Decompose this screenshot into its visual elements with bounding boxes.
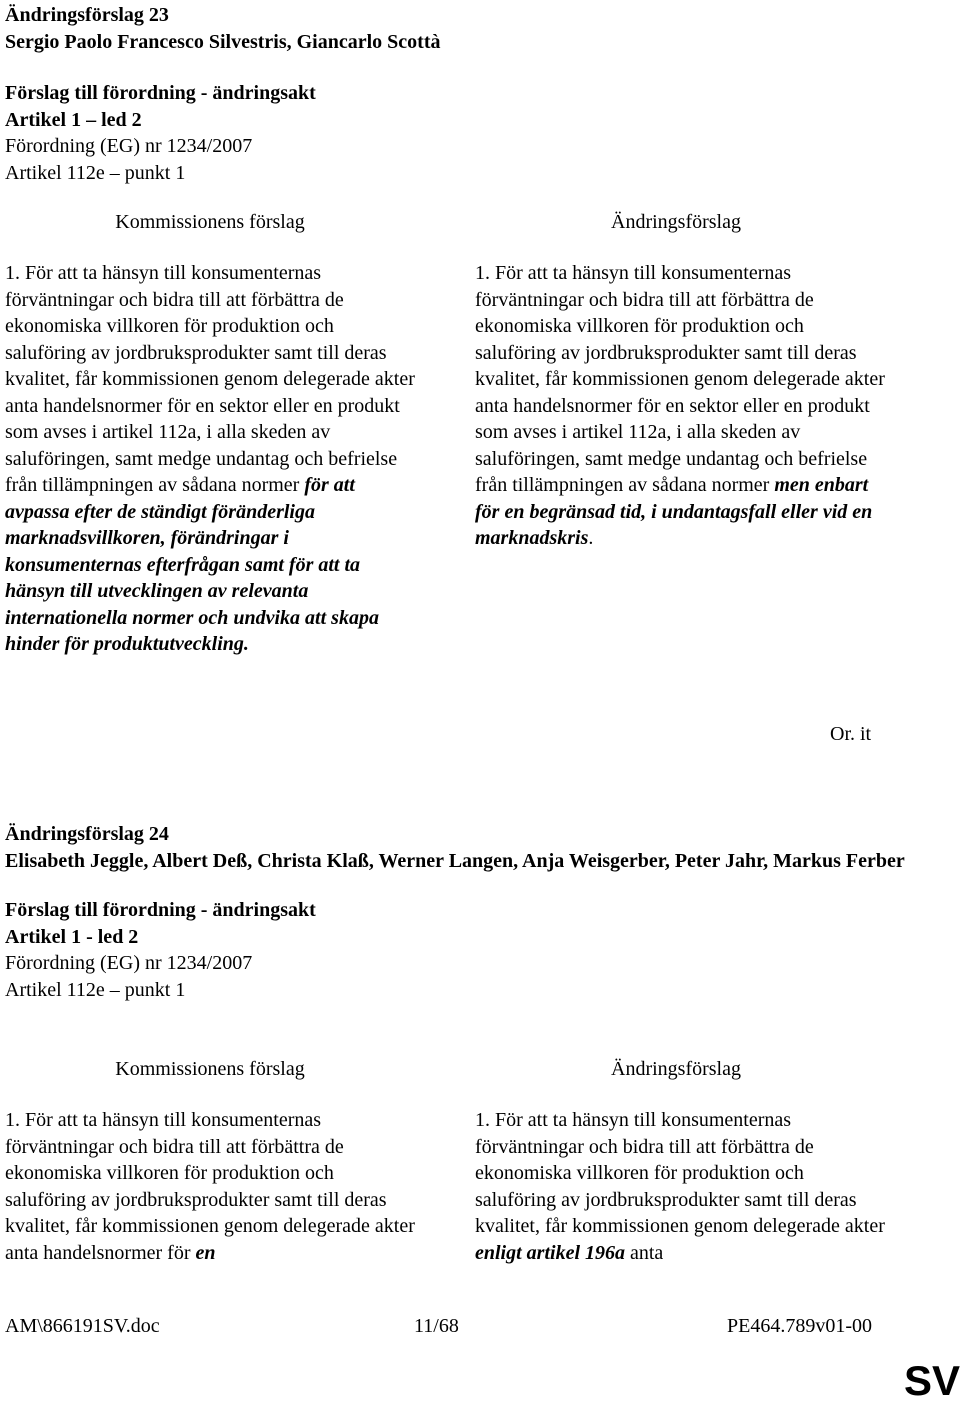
amendment-authors: Elisabeth Jeggle, Albert Deß, Christa Klaß, Werner Langen, Anja Weisgerber, Peter Jahr, Markus Ferber bbox=[5, 849, 905, 872]
commission-text-plain: 1. För att ta hänsyn till konsumenternas förväntningar och bidra till att förbättra de ekonomiska villkoren för produktion och saluföring av jordbruksprodukter samt till deras kvalitet, får kommissionen genom delegerade akter anta handelsnormer för en sektor eller en produkt som avses i artikel 112a, i alla skeden av saluföringen, samt medge undantag och befrielse från tillämpningen av sådana normer bbox=[5, 262, 415, 496]
column-head-commission: Kommissionens förslag bbox=[115, 1058, 305, 1080]
amendment-23-header bbox=[5, 2, 440, 186]
article-ref: Artikel 1 - led 2 bbox=[5, 925, 139, 948]
amendment-authors: Sergio Paolo Francesco Silvestris, Giancarlo Scottà bbox=[5, 30, 441, 53]
amendment-text bbox=[475, 1107, 885, 1266]
amendment-text-end: . bbox=[588, 527, 594, 549]
point-ref: Artikel 112e – punkt 1 bbox=[5, 161, 186, 184]
amendment-text-emphasis: men enbart för en begränsad tid, i undantagsfall eller vid en marknadskris bbox=[475, 474, 873, 549]
amendment-text-emphasis: enligt artikel 196a bbox=[475, 1241, 625, 1264]
column-head-amendment: Ändringsförslag bbox=[611, 1058, 741, 1080]
footer-pe-ref: PE464.789v01-00 bbox=[727, 1315, 872, 1337]
proposal-type: Förslag till förordning - ändringsakt bbox=[5, 899, 316, 921]
footer-docref: AM\866191SV.doc bbox=[5, 1315, 160, 1337]
amendment-title: Ändringsförslag 23 bbox=[5, 4, 169, 26]
amendment-text-end: anta bbox=[625, 1241, 664, 1264]
regulation-ref: Förordning (EG) nr 1234/2007 bbox=[5, 135, 253, 157]
column-head-commission: Kommissionens förslag bbox=[115, 211, 305, 233]
commission-text-plain: 1. För att ta hänsyn till konsumenternas förväntningar och bidra till att förbättra de ekonomiska villkoren för produktion och saluföring av jordbruksprodukter samt till deras kvalitet, får kommissionen genom delegerade akter anta handelsnormer för bbox=[5, 1109, 415, 1264]
commission-text-emphasis: för att avpassa efter de ständigt föränderliga marknadsvillkoren, förändringar i konsumenternas efterfrågan samt för att ta hänsyn till utvecklingen av relevanta internationella normer och undvika att skapa hinder för produktutveckling. bbox=[5, 474, 379, 655]
amendment-text bbox=[475, 260, 885, 552]
column-head-amendment: Ändringsförslag bbox=[611, 211, 741, 233]
footer-page-number: 11/68 bbox=[414, 1315, 459, 1337]
commission-text bbox=[5, 260, 415, 658]
commission-text bbox=[5, 1107, 415, 1266]
commission-text-emphasis: en bbox=[195, 1241, 216, 1264]
proposal-type: Förslag till förordning - ändringsakt bbox=[5, 82, 316, 104]
point-ref: Artikel 112e – punkt 1 bbox=[5, 978, 186, 1001]
amendment-title: Ändringsförslag 24 bbox=[5, 823, 169, 845]
amendment-text-plain: 1. För att ta hänsyn till konsumenternas förväntningar och bidra till att förbättra de ekonomiska villkoren för produktion och saluföring av jordbruksprodukter samt till deras kvalitet, får kommissionen genom delegerade akter bbox=[475, 1109, 885, 1237]
article-ref: Artikel 1 – led 2 bbox=[5, 108, 142, 131]
amendment-text-plain: 1. För att ta hänsyn till konsumenternas förväntningar och bidra till att förbättra de ekonomiska villkoren för produktion och saluföring av jordbruksprodukter samt till deras kvalitet, får kommissionen genom delegerade akter anta handelsnormer för en sektor eller en produkt som avses i artikel 112a, i alla skeden av saluföringen, samt medge undantag och befrielse från tillämpningen av sådana normer bbox=[475, 262, 885, 496]
regulation-ref: Förordning (EG) nr 1234/2007 bbox=[5, 952, 253, 974]
amendment-24-header bbox=[5, 821, 905, 1003]
original-language: Or. it bbox=[830, 723, 872, 745]
language-code: SV bbox=[903, 1357, 960, 1404]
